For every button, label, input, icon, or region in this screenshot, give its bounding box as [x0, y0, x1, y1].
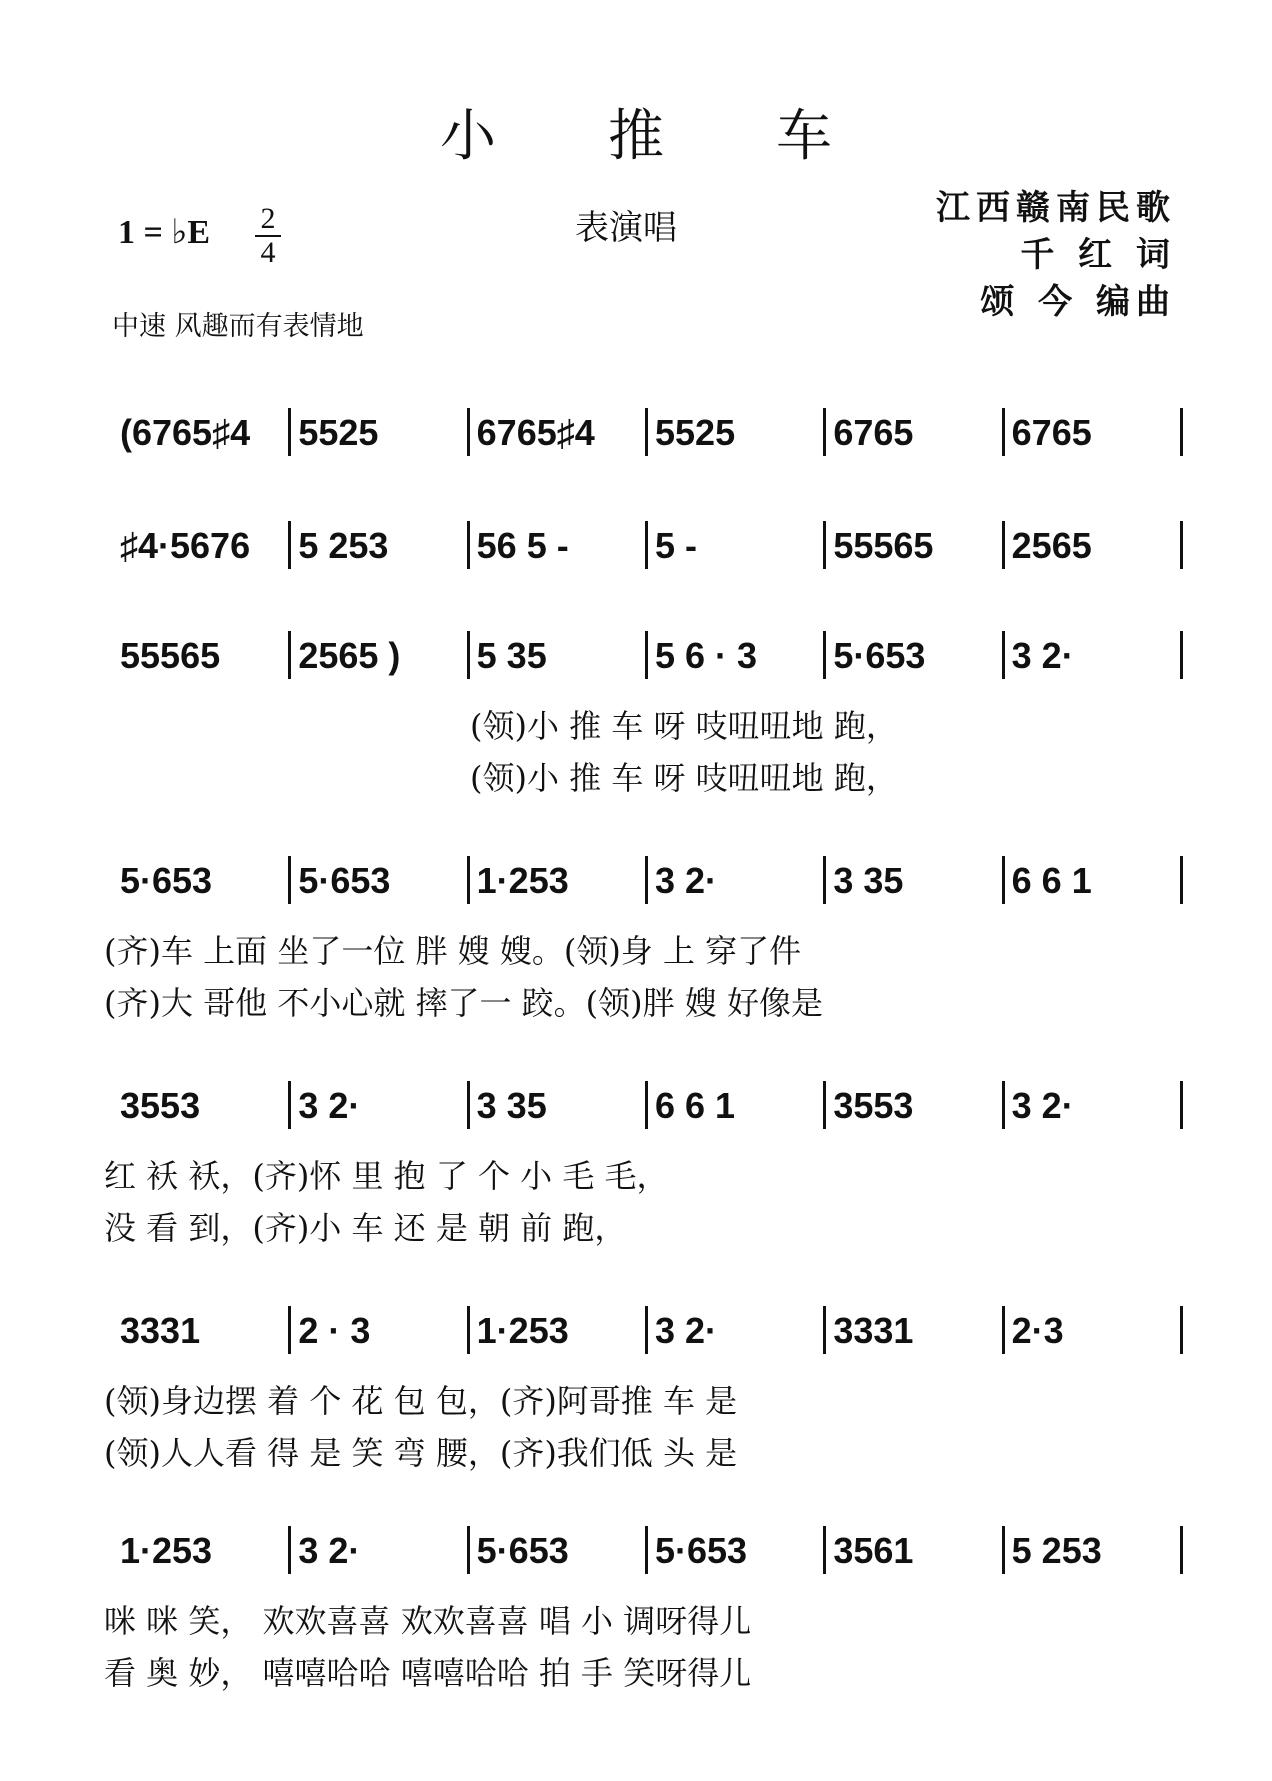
measure: 5525 — [298, 412, 379, 453]
measure: 55565 — [833, 525, 934, 566]
bar-line — [1180, 631, 1183, 679]
bar-line — [823, 1306, 826, 1354]
bar-line — [467, 631, 470, 679]
measure: 3553 — [120, 1085, 201, 1126]
lyric-line: (领)身边摆 着 个 花 包 包，(齐)阿哥推 车 是 — [104, 1382, 738, 1420]
bar-line — [823, 1526, 826, 1574]
title-char: 车 — [776, 104, 832, 169]
bar-line — [1002, 631, 1005, 679]
title-char: 小 — [440, 104, 496, 169]
measure: 5 6 · 3 — [655, 635, 758, 676]
lyric-line: (齐)大 哥他 不小心就 摔了一 跤。(领)胖 嫂 好像是 — [104, 984, 823, 1022]
measure: 3561 — [833, 1530, 914, 1571]
measure: 3553 — [833, 1085, 914, 1126]
bar-line — [288, 1081, 291, 1129]
bar-line — [1180, 1306, 1183, 1354]
bar-line — [288, 1306, 291, 1354]
measure: 5 35 — [476, 635, 547, 676]
lyric-line: 红 袄 袄，(齐)怀 里 抱 了 个 小 毛 毛， — [104, 1157, 669, 1195]
bar-line — [823, 521, 826, 569]
bar-line — [288, 631, 291, 679]
measure: 3331 — [120, 1310, 201, 1351]
measure: 2565 — [1011, 525, 1092, 566]
measure: 6 6 1 — [1011, 860, 1092, 901]
bar-line — [1002, 1081, 1005, 1129]
measure: 5 253 — [298, 525, 389, 566]
composer-credit: 颂 今 编曲 — [980, 282, 1176, 322]
measure: 5·653 — [120, 860, 213, 901]
time-signature — [255, 204, 281, 268]
title-char: 推 — [608, 104, 664, 169]
time-bottom: 4 — [260, 236, 276, 269]
bar-line — [467, 856, 470, 904]
measure: 5 - — [655, 525, 698, 566]
measure: 5·653 — [476, 1530, 569, 1571]
bar-line — [288, 408, 291, 456]
measure: 5·653 — [833, 635, 926, 676]
measure: ♯4·5676 — [120, 525, 251, 566]
bar-line — [288, 856, 291, 904]
bar-line — [645, 631, 648, 679]
lyric-line: 看 奥 妙， 嘻嘻哈哈 嘻嘻哈哈 拍 手 笑呀得儿 — [104, 1654, 752, 1692]
tempo-marking: 中速 风趣而有表情地 — [112, 311, 364, 342]
bar-line — [1002, 856, 1005, 904]
key-signature: 1 = ♭E — [118, 214, 211, 251]
measure: (6765♯4 — [120, 412, 251, 453]
bar-line — [467, 1081, 470, 1129]
measure: 6 6 1 — [655, 1085, 736, 1126]
bar-line — [823, 408, 826, 456]
bar-line — [288, 521, 291, 569]
measure: 1·253 — [476, 860, 569, 901]
bar-line — [823, 856, 826, 904]
bar-line — [823, 631, 826, 679]
measure: 3 2· — [298, 1085, 361, 1126]
song-title — [0, 92, 1272, 172]
bar-line — [645, 1081, 648, 1129]
bar-line — [1002, 408, 1005, 456]
measure: 5·653 — [655, 1530, 748, 1571]
measure: 3 2· — [1011, 635, 1074, 676]
measure: 3331 — [833, 1310, 914, 1351]
measure: 1·253 — [476, 1310, 569, 1351]
measure: 5·653 — [298, 860, 391, 901]
lyricist-credit: 千 红 词 — [1020, 235, 1176, 275]
measure: 3 2· — [1011, 1085, 1074, 1126]
measure: 56 5 - — [476, 525, 569, 566]
bar-line — [467, 1526, 470, 1574]
bar-line — [645, 408, 648, 456]
performance-style: 表演唱 — [575, 208, 677, 248]
lyric-line: (领)小 推 车 呀 吱吜吜地 跑， — [470, 759, 898, 797]
bar-line — [467, 521, 470, 569]
measure: 1·253 — [120, 1530, 213, 1571]
bar-line — [823, 1081, 826, 1129]
bar-line — [1180, 1526, 1183, 1574]
measure: 2 · 3 — [298, 1310, 371, 1351]
measure: 5525 — [655, 412, 736, 453]
measure: 6765♯4 — [476, 412, 595, 453]
measure: 5 253 — [1011, 1530, 1102, 1571]
bar-line — [645, 1306, 648, 1354]
measure: 3 2· — [655, 1310, 718, 1351]
bar-line — [1180, 521, 1183, 569]
lyric-line: (齐)车 上面 坐了一位 胖 嫂 嫂。(领)身 上 穿了件 — [104, 932, 802, 970]
lyric-line: (领)人人看 得 是 笑 弯 腰，(齐)我们低 头 是 — [104, 1434, 738, 1472]
measure: 2·3 — [1011, 1310, 1064, 1351]
measure: 3 35 — [476, 1085, 547, 1126]
lyric-line: (领)小 推 车 呀 吱吜吜地 跑， — [470, 707, 898, 745]
bar-line — [1180, 408, 1183, 456]
lyric-line: 咪 咪 笑， 欢欢喜喜 欢欢喜喜 唱 小 调呀得儿 — [104, 1602, 752, 1640]
bar-line — [1002, 1526, 1005, 1574]
bar-line — [467, 1306, 470, 1354]
time-top: 2 — [260, 202, 276, 235]
measure: 3 2· — [655, 860, 718, 901]
bar-line — [467, 408, 470, 456]
measure: 6765 — [1011, 412, 1092, 453]
measure: 3 2· — [298, 1530, 361, 1571]
measure: 3 35 — [833, 860, 904, 901]
bar-line — [645, 856, 648, 904]
lyric-line: 没 看 到，(齐)小 车 还 是 朝 前 跑， — [104, 1209, 627, 1247]
bar-line — [645, 521, 648, 569]
bar-line — [1180, 856, 1183, 904]
bar-line — [645, 1526, 648, 1574]
measure: 2565 ) — [298, 635, 401, 676]
bar-line — [288, 1526, 291, 1574]
measure: 55565 — [120, 635, 221, 676]
bar-line — [1002, 1306, 1005, 1354]
bar-line — [1180, 1081, 1183, 1129]
bar-line — [1002, 521, 1005, 569]
measure: 6765 — [833, 412, 914, 453]
origin-credit: 江西赣南民歌 — [936, 188, 1176, 228]
